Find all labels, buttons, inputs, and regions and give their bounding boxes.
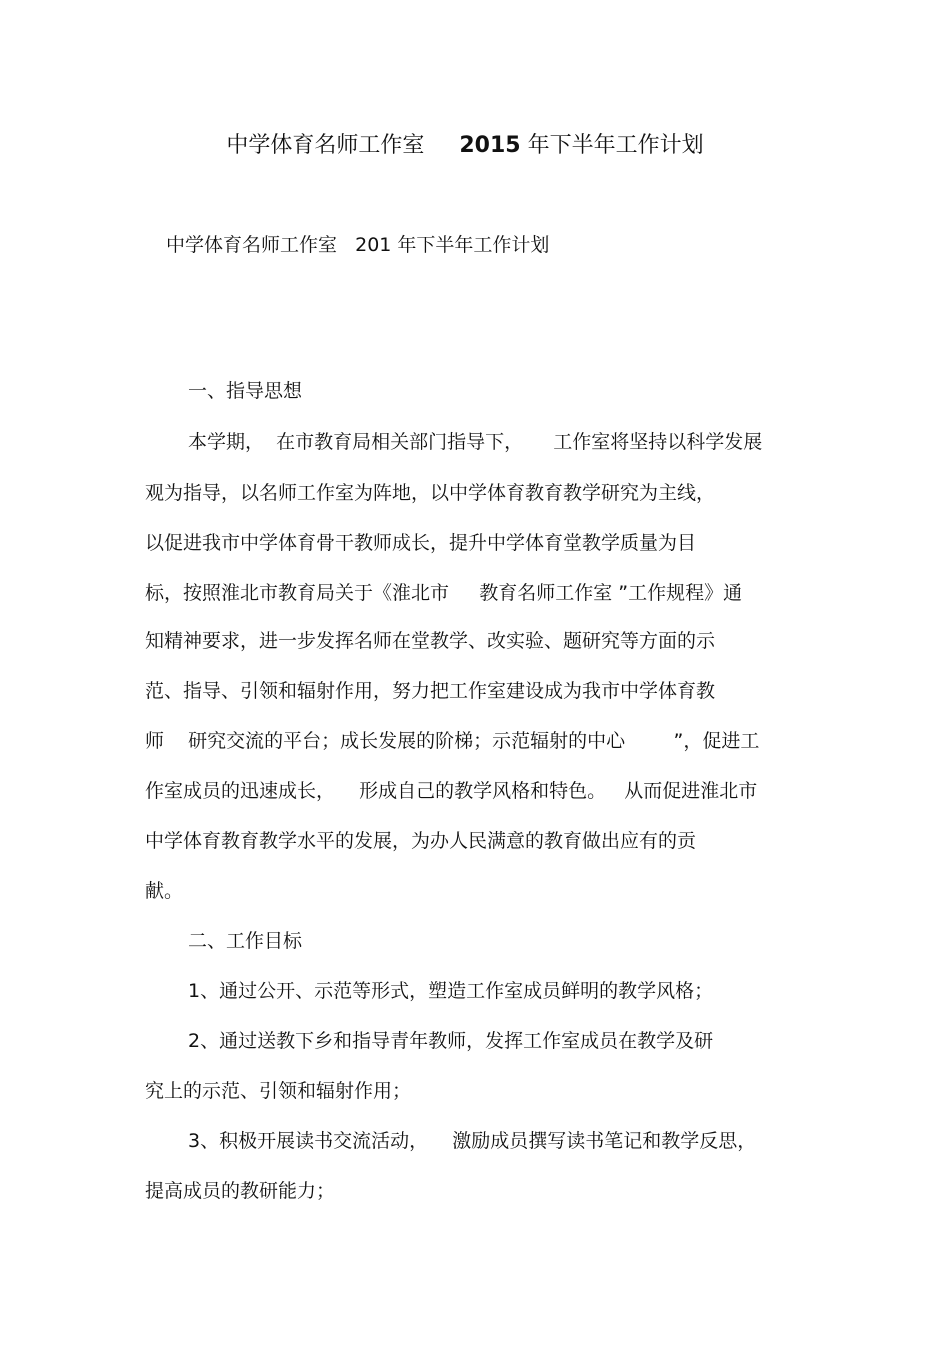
title-part2: 年下半年工作计划: [527, 133, 704, 158]
list-item-2-continued: 究上的示范、引领和辐射作用；: [145, 1080, 412, 1102]
paragraph-line: 标，按照淮北市教育局关于《淮北市 教育名师工作室 ”工作规程》通: [145, 582, 743, 604]
paragraph-line: 本学期， 在市教育局相关部门指导下， 工作室将坚持以科学发展: [188, 431, 763, 453]
section-heading-guiding-ideology: 一、指导思想: [188, 380, 303, 402]
paragraph-line: 以促进我市中学体育骨干教师成长，提升中学体育堂教学质量为目: [145, 532, 697, 554]
document-subtitle: 中学体育名师工作室 201 年下半年工作计划: [166, 234, 550, 256]
title-year: 2015: [459, 133, 521, 158]
document-title: [0, 128, 930, 159]
list-item-2: 2、通过送教下乡和指导青年教师，发挥工作室成员在教学及研: [188, 1030, 714, 1052]
paragraph-line: 观为指导，以名师工作室为阵地，以中学体育教育教学研究为主线，: [145, 482, 716, 504]
paragraph-line: 中学体育教育教学水平的发展，为办人民满意的教育做出应有的贡: [145, 830, 697, 852]
paragraph-line: 作室成员的迅速成长， 形成自己的教学风格和特色。 从而促进淮北市: [145, 780, 758, 802]
paragraph-line: 献。: [145, 880, 184, 902]
title-part1: 中学体育名师工作室: [226, 133, 425, 158]
list-item-1: 1、通过公开、示范等形式，塑造工作室成员鲜明的教学风格；: [188, 980, 714, 1002]
section-heading-work-goals: 二、工作目标: [188, 930, 303, 952]
list-item-3-continued: 提高成员的教研能力；: [145, 1180, 336, 1202]
list-item-3: 3、积极开展读书交流活动， 激励成员撰写读书笔记和教学反思，: [188, 1130, 757, 1152]
paragraph-line: 知精神要求，进一步发挥名师在堂教学、改实验、题研究等方面的示: [145, 630, 716, 652]
paragraph-line: 范、指导、引领和辐射作用，努力把工作室建设成为我市中学体育教: [145, 680, 716, 702]
paragraph-line: 师 研究交流的平台；成长发展的阶梯；示范辐射的中心 ”，促进工: [145, 730, 760, 752]
